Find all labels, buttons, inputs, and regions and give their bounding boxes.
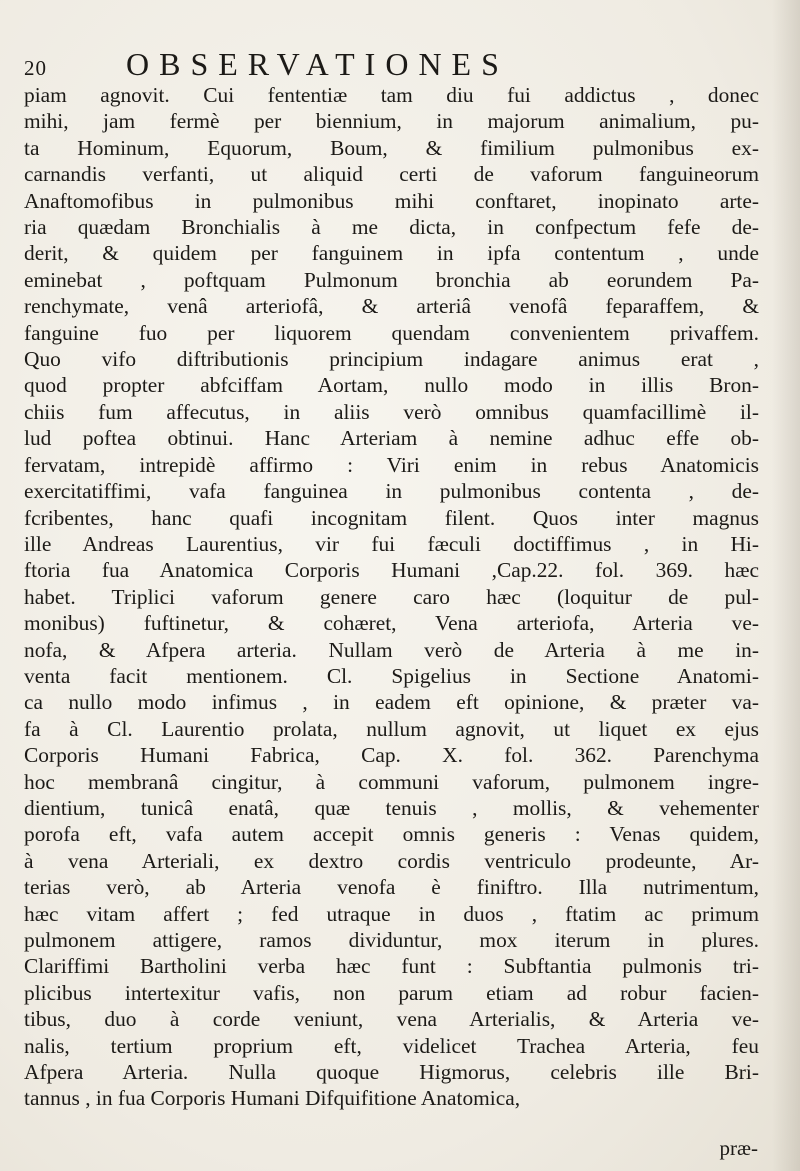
text-line: exercitatiffimi, vafa fanguinea in pulmonibus contenta , de-: [24, 479, 759, 504]
text-line: hæc vitam affert ; fed utraque in duos , ftatim ac primum: [24, 901, 759, 926]
text-line: ca nullo modo infimus , in eadem eft opinione, & præter va-: [24, 690, 759, 715]
text-line: plicibus intertexitur vafis, non parum etiam ad robur facien-: [24, 980, 759, 1005]
text-line: fcribentes, hanc quafi incognitam filent. Quos inter magnus: [24, 505, 759, 530]
text-line: fervatam, intrepidè affirmo : Viri enim in rebus Anatomicis: [24, 452, 759, 477]
text-line: quod propter abfciffam Aortam, nullo modo in illis Bron-: [24, 373, 759, 398]
text-line: dientium, tunicâ enatâ, quæ tenuis , mollis, & vehementer: [24, 795, 759, 820]
text-line: Anaftomofibus in pulmonibus mihi conftaret, inopinato arte-: [24, 188, 759, 213]
text-line: habet. Triplici vaforum genere caro hæc (loquitur de pul-: [24, 584, 759, 609]
text-line: nofa, & Afpera arteria. Nullam verò de Arteria à me in-: [24, 637, 759, 662]
page-header: [24, 46, 744, 82]
page-edge-shadow: [772, 0, 800, 1171]
text-line: fanguine fuo per liquorem quendam convenientem privaffem.: [24, 320, 759, 345]
text-line: renchymate, venâ arteriofâ, & arteriâ venofâ feparaffem, &: [24, 294, 759, 319]
text-line: carnandis verfanti, ut aliquid certi de vaforum fanguineorum: [24, 162, 759, 187]
text-line: à vena Arteriali, ex dextro cordis ventriculo prodeunte, Ar-: [24, 848, 759, 873]
text-line: nalis, tertium proprium eft, videlicet Trachea Arteria, feu: [24, 1033, 759, 1058]
text-line: ille Andreas Laurentius, vir fui fæculi doctiffimus , in Hi-: [24, 531, 759, 556]
page-number: 20: [24, 56, 47, 80]
text-line: mihi, jam fermè per biennium, in majorum animalium, pu-: [24, 109, 759, 134]
text-line: Quo vifo diftributionis principium indagare animus erat ,: [24, 347, 759, 372]
text-line: piam agnovit. Cui fententiæ tam diu fui addictus , donec: [24, 83, 759, 107]
text-line: hoc membranâ cingitur, à communi vaforum, pulmonem ingre-: [24, 769, 759, 794]
text-line: porofa eft, vafa autem accepit omnis generis : Venas quidem,: [24, 822, 759, 847]
text-line: tannus , in fua Corporis Humani Difquifitione Anatomica,: [24, 1086, 521, 1111]
text-line: venta facit mentionem. Cl. Spigelius in Sectione Anatomi-: [24, 663, 759, 688]
text-line: chiis fum affecutus, in aliis verò omnibus quamfacillimè il-: [24, 399, 759, 424]
text-line: Clariffimi Bartholini verba hæc funt : Subftantia pulmonis tri-: [24, 954, 759, 979]
text-line: terias verò, ab Arteria venofa è finiftro. Illa nutrimentum,: [24, 875, 759, 900]
text-line: pulmonem attigere, ramos dividuntur, mox iterum in plures.: [24, 928, 759, 952]
body-text: [24, 82, 759, 1112]
text-line: Afpera Arteria. Nulla quoque Higmorus, celebris ille Bri-: [24, 1060, 759, 1085]
catchword: præ-: [719, 1136, 758, 1160]
text-line: lud poftea obtinui. Hanc Arteriam à nemine adhuc effe ob-: [24, 426, 759, 451]
running-title: OBSERVATIONES: [126, 46, 509, 82]
text-line: ftoria fua Anatomica Corporis Humani ,Cap.22. fol. 369. hæc: [24, 558, 759, 583]
text-line: monibus) fuftinetur, & cohæret, Vena arteriofa, Arteria ve-: [24, 611, 759, 636]
text-line: derit, & quidem per fanguinem in ipfa contentum , unde: [24, 241, 759, 266]
text-line: ria quædam Bronchialis à me dicta, in confpectum fefe de-: [24, 215, 759, 240]
text-line: Corporis Humani Fabrica, Cap. X. fol. 362. Parenchyma: [24, 743, 759, 768]
text-line: ta Hominum, Equorum, Boum, & fimilium pulmonibus ex-: [24, 135, 759, 160]
text-line: eminebat , poftquam Pulmonum bronchia ab eorundem Pa-: [24, 267, 759, 292]
text-line: tibus, duo à corde veniunt, vena Arterialis, & Arteria ve-: [24, 1007, 759, 1032]
text-line: fa à Cl. Laurentio prolata, nullum agnovit, ut liquet ex ejus: [24, 716, 759, 741]
